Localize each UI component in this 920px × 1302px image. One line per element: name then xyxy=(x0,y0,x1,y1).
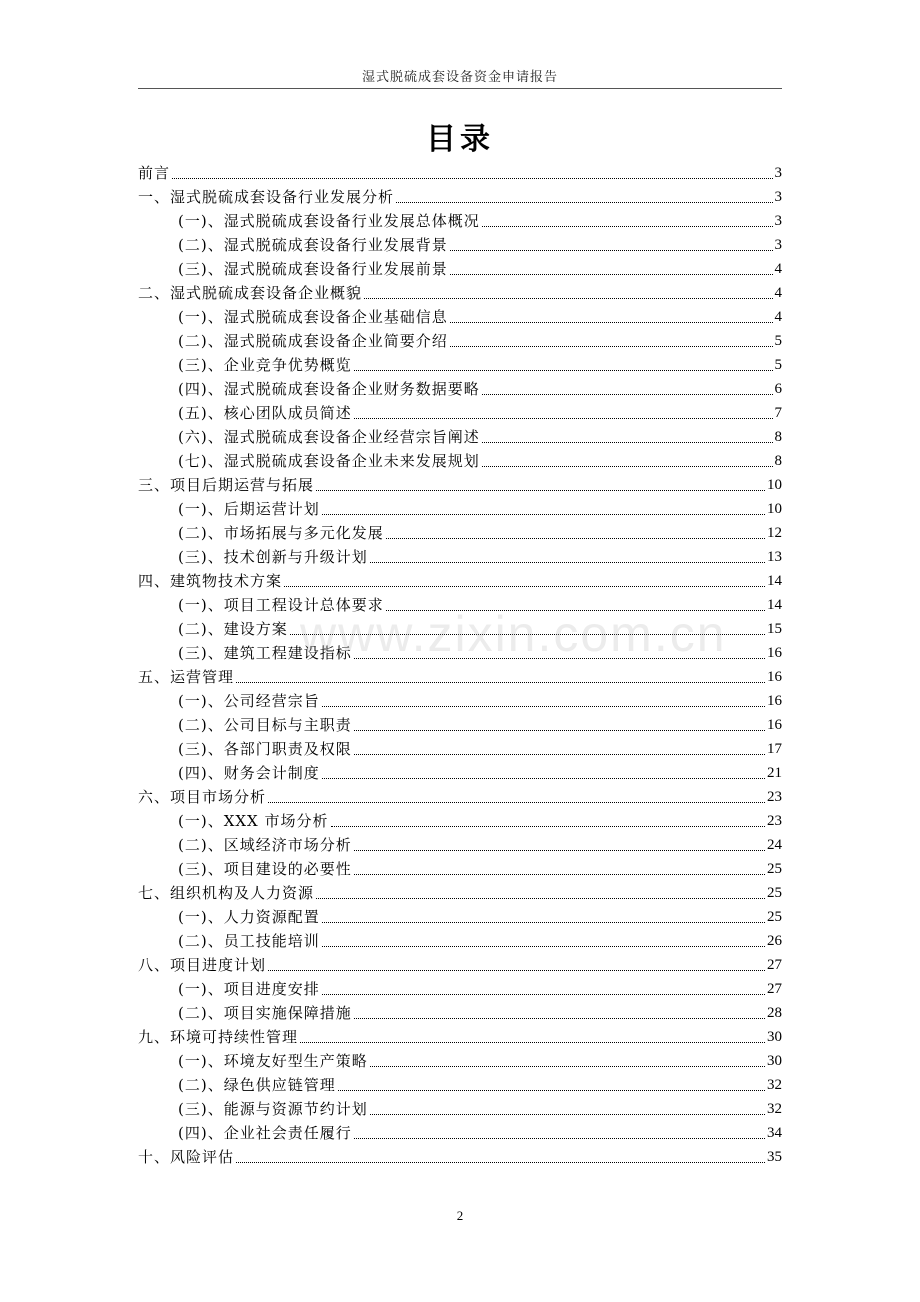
toc-entry-text: 一、湿式脱硫成套设备行业发展分析 xyxy=(138,188,395,206)
toc-entry-text: (二)、市场拓展与多元化发展 xyxy=(178,524,384,542)
toc-entry-page: 16 xyxy=(767,669,782,685)
toc-entry-text: 三、项目后期运营与拓展 xyxy=(138,476,315,494)
toc-entry-page: 3 xyxy=(774,165,782,181)
toc-subentry[interactable] xyxy=(138,1073,782,1097)
toc-entry-text: (二)、项目实施保障措施 xyxy=(178,1004,352,1022)
toc-entry-page: 5 xyxy=(774,357,782,373)
toc-entry-text: (四)、湿式脱硫成套设备企业财务数据要略 xyxy=(178,380,480,398)
toc-entry-page: 24 xyxy=(767,837,782,853)
toc-dot-leader xyxy=(322,778,765,779)
watermark: www.zixin.com.cn xyxy=(300,606,727,662)
toc-subentry[interactable] xyxy=(138,929,782,953)
toc-entry-page: 6 xyxy=(774,381,782,397)
toc-dot-leader xyxy=(482,442,773,443)
toc-subentry[interactable] xyxy=(138,977,782,1001)
toc-entry[interactable] xyxy=(138,881,782,905)
toc-subentry[interactable] xyxy=(138,1097,782,1121)
toc-entry-text: 七、组织机构及人力资源 xyxy=(138,884,315,902)
toc-dot-leader xyxy=(364,298,772,299)
toc-entry-page: 26 xyxy=(767,933,782,949)
toc-entry-page: 32 xyxy=(767,1101,782,1117)
toc-dot-leader xyxy=(322,946,765,947)
toc-entry-text: (二)、绿色供应链管理 xyxy=(178,1076,336,1094)
toc-entry-page: 10 xyxy=(767,501,782,517)
toc-entry-text: (一)、环境友好型生产策略 xyxy=(178,1052,368,1070)
toc-entry-page: 4 xyxy=(774,309,782,325)
toc-subentry[interactable] xyxy=(138,617,782,641)
toc-entry[interactable] xyxy=(138,161,782,185)
toc-subentry[interactable] xyxy=(138,305,782,329)
toc-entry-text: (一)、湿式脱硫成套设备企业基础信息 xyxy=(178,308,448,326)
page-number: 2 xyxy=(456,1208,464,1223)
toc-entry-page: 4 xyxy=(774,285,782,301)
toc-subentry[interactable] xyxy=(138,905,782,929)
toc-entry-page: 7 xyxy=(774,405,782,421)
toc-subentry[interactable] xyxy=(138,761,782,785)
toc-entry-page: 23 xyxy=(767,789,782,805)
toc-dot-leader xyxy=(268,802,765,803)
toc-dot-leader xyxy=(386,538,765,539)
toc-dot-leader xyxy=(450,250,773,251)
toc-entry-text: 五、运营管理 xyxy=(138,668,235,686)
toc-entry[interactable] xyxy=(138,281,782,305)
toc-entry-page: 34 xyxy=(767,1125,782,1141)
toc-entry[interactable] xyxy=(138,953,782,977)
header-divider xyxy=(138,88,782,89)
toc-entry-page: 4 xyxy=(774,261,782,277)
toc-subentry[interactable] xyxy=(138,233,782,257)
toc-entry-page: 13 xyxy=(767,549,782,565)
toc-entry-text: (二)、区域经济市场分析 xyxy=(178,836,352,854)
toc-dot-leader xyxy=(386,610,765,611)
toc-entry[interactable] xyxy=(138,1025,782,1049)
toc-entry-page: 15 xyxy=(767,621,782,637)
table-of-contents xyxy=(138,161,782,1169)
toc-dot-leader xyxy=(354,730,765,731)
toc-entry-page: 8 xyxy=(774,429,782,445)
toc-entry-page: 30 xyxy=(767,1029,782,1045)
toc-entry-page: 3 xyxy=(774,237,782,253)
toc-entry-text: (二)、湿式脱硫成套设备行业发展背景 xyxy=(178,236,448,254)
toc-entry-text: (三)、能源与资源节约计划 xyxy=(178,1100,368,1118)
toc-dot-leader xyxy=(338,1090,765,1091)
toc-entry-page: 16 xyxy=(767,645,782,661)
toc-entry-page: 27 xyxy=(767,957,782,973)
toc-entry-page: 14 xyxy=(767,573,782,589)
toc-entry-text: (三)、建筑工程建设指标 xyxy=(178,644,352,662)
toc-entry-page: 3 xyxy=(774,189,782,205)
toc-entry-text: (三)、湿式脱硫成套设备行业发展前景 xyxy=(178,260,448,278)
toc-entry-text: 前言 xyxy=(138,164,171,182)
toc-entry-page: 17 xyxy=(767,741,782,757)
toc-entry-text: (二)、员工技能培训 xyxy=(178,932,320,950)
toc-entry-text: (三)、各部门职责及权限 xyxy=(178,740,352,758)
toc-dot-leader xyxy=(236,682,765,683)
toc-title: 目录 xyxy=(426,122,494,157)
toc-entry-page: 25 xyxy=(767,885,782,901)
toc-dot-leader xyxy=(316,490,765,491)
toc-entry-page: 16 xyxy=(767,693,782,709)
toc-subentry[interactable] xyxy=(138,353,782,377)
toc-entry-text: (一)、项目进度安排 xyxy=(178,980,320,998)
toc-entry-text: (一)、XXX 市场分析 xyxy=(178,812,329,830)
toc-dot-leader xyxy=(268,970,765,971)
toc-dot-leader xyxy=(450,322,773,323)
toc-entry-page: 21 xyxy=(767,765,782,781)
toc-subentry[interactable] xyxy=(138,545,782,569)
toc-dot-leader xyxy=(450,346,773,347)
toc-entry-page: 16 xyxy=(767,717,782,733)
toc-subentry[interactable] xyxy=(138,257,782,281)
toc-entry-text: 十、风险评估 xyxy=(138,1148,235,1166)
toc-entry-page: 12 xyxy=(767,525,782,541)
toc-entry-page: 5 xyxy=(774,333,782,349)
toc-subentry[interactable] xyxy=(138,713,782,737)
toc-subentry[interactable] xyxy=(138,689,782,713)
toc-subentry[interactable] xyxy=(138,449,782,473)
toc-entry-page: 25 xyxy=(767,861,782,877)
toc-dot-leader xyxy=(450,274,773,275)
toc-entry-text: (二)、湿式脱硫成套设备企业简要介绍 xyxy=(178,332,448,350)
toc-entry[interactable] xyxy=(138,785,782,809)
toc-dot-leader xyxy=(300,1042,765,1043)
toc-dot-leader xyxy=(316,898,765,899)
toc-entry[interactable] xyxy=(138,185,782,209)
toc-dot-leader xyxy=(370,1066,765,1067)
toc-entry-text: (一)、公司经营宗旨 xyxy=(178,692,320,710)
toc-entry-text: (二)、建设方案 xyxy=(178,620,288,638)
toc-subentry[interactable] xyxy=(138,641,782,665)
running-header: 湿式脱硫成套设备资金申请报告 xyxy=(361,70,558,85)
toc-dot-leader xyxy=(354,1018,765,1019)
toc-entry-text: 九、环境可持续性管理 xyxy=(138,1028,299,1046)
toc-entry[interactable] xyxy=(138,473,782,497)
toc-entry-page: 32 xyxy=(767,1077,782,1093)
toc-subentry[interactable] xyxy=(138,809,782,833)
toc-entry-text: (一)、湿式脱硫成套设备行业发展总体概况 xyxy=(178,212,480,230)
toc-entry-text: (五)、核心团队成员简述 xyxy=(178,404,352,422)
toc-entry-page: 27 xyxy=(767,981,782,997)
toc-entry-text: (四)、财务会计制度 xyxy=(178,764,320,782)
toc-entry-text: (三)、企业竞争优势概览 xyxy=(178,356,352,374)
toc-entry-page: 3 xyxy=(774,213,782,229)
toc-entry-text: (四)、企业社会责任履行 xyxy=(178,1124,352,1142)
toc-entry-text: (一)、后期运营计划 xyxy=(178,500,320,518)
toc-dot-leader xyxy=(354,418,773,419)
toc-subentry[interactable] xyxy=(138,497,782,521)
toc-dot-leader xyxy=(322,994,765,995)
toc-subentry[interactable] xyxy=(138,425,782,449)
toc-dot-leader xyxy=(354,1138,765,1139)
toc-subentry[interactable] xyxy=(138,329,782,353)
toc-subentry[interactable] xyxy=(138,593,782,617)
toc-dot-leader xyxy=(354,658,765,659)
toc-subentry[interactable] xyxy=(138,833,782,857)
toc-dot-leader xyxy=(284,586,765,587)
toc-entry-page: 25 xyxy=(767,909,782,925)
toc-entry-text: (二)、公司目标与主职责 xyxy=(178,716,352,734)
toc-entry-page: 23 xyxy=(767,813,782,829)
toc-subentry[interactable] xyxy=(138,1001,782,1025)
toc-entry-page: 30 xyxy=(767,1053,782,1069)
toc-entry-text: (一)、人力资源配置 xyxy=(178,908,320,926)
toc-dot-leader xyxy=(482,226,773,227)
toc-dot-leader xyxy=(370,562,765,563)
toc-entry-text: (七)、湿式脱硫成套设备企业未来发展规划 xyxy=(178,452,480,470)
toc-subentry[interactable] xyxy=(138,401,782,425)
toc-dot-leader xyxy=(354,754,765,755)
toc-entry[interactable] xyxy=(138,569,782,593)
toc-dot-leader xyxy=(370,1114,765,1115)
toc-subentry[interactable] xyxy=(138,1121,782,1145)
toc-entry-page: 8 xyxy=(774,453,782,469)
toc-entry-page: 14 xyxy=(767,597,782,613)
toc-entry-text: (三)、技术创新与升级计划 xyxy=(178,548,368,566)
toc-dot-leader xyxy=(322,922,765,923)
toc-dot-leader xyxy=(354,850,765,851)
toc-dot-leader xyxy=(236,1162,765,1163)
toc-dot-leader xyxy=(172,178,772,179)
toc-subentry[interactable] xyxy=(138,737,782,761)
toc-entry-page: 28 xyxy=(767,1005,782,1021)
toc-subentry[interactable] xyxy=(138,209,782,233)
toc-entry-text: 四、建筑物技术方案 xyxy=(138,572,283,590)
toc-subentry[interactable] xyxy=(138,1049,782,1073)
toc-subentry[interactable] xyxy=(138,377,782,401)
toc-entry[interactable] xyxy=(138,665,782,689)
toc-subentry[interactable] xyxy=(138,857,782,881)
toc-dot-leader xyxy=(482,466,773,467)
toc-dot-leader xyxy=(331,826,765,827)
toc-entry-text: 八、项目进度计划 xyxy=(138,956,267,974)
toc-entry-text: 二、湿式脱硫成套设备企业概貌 xyxy=(138,284,363,302)
toc-subentry[interactable] xyxy=(138,521,782,545)
toc-entry[interactable] xyxy=(138,1145,782,1169)
toc-entry-text: (六)、湿式脱硫成套设备企业经营宗旨阐述 xyxy=(178,428,480,446)
toc-dot-leader xyxy=(354,370,773,371)
toc-dot-leader xyxy=(290,634,765,635)
toc-entry-page: 35 xyxy=(767,1149,782,1165)
toc-dot-leader xyxy=(482,394,773,395)
toc-entry-page: 10 xyxy=(767,477,782,493)
toc-dot-leader xyxy=(354,874,765,875)
toc-entry-text: 六、项目市场分析 xyxy=(138,788,267,806)
toc-dot-leader xyxy=(396,202,772,203)
toc-dot-leader xyxy=(322,514,765,515)
toc-entry-text: (一)、项目工程设计总体要求 xyxy=(178,596,384,614)
toc-entry-text: (三)、项目建设的必要性 xyxy=(178,860,352,878)
toc-dot-leader xyxy=(322,706,765,707)
